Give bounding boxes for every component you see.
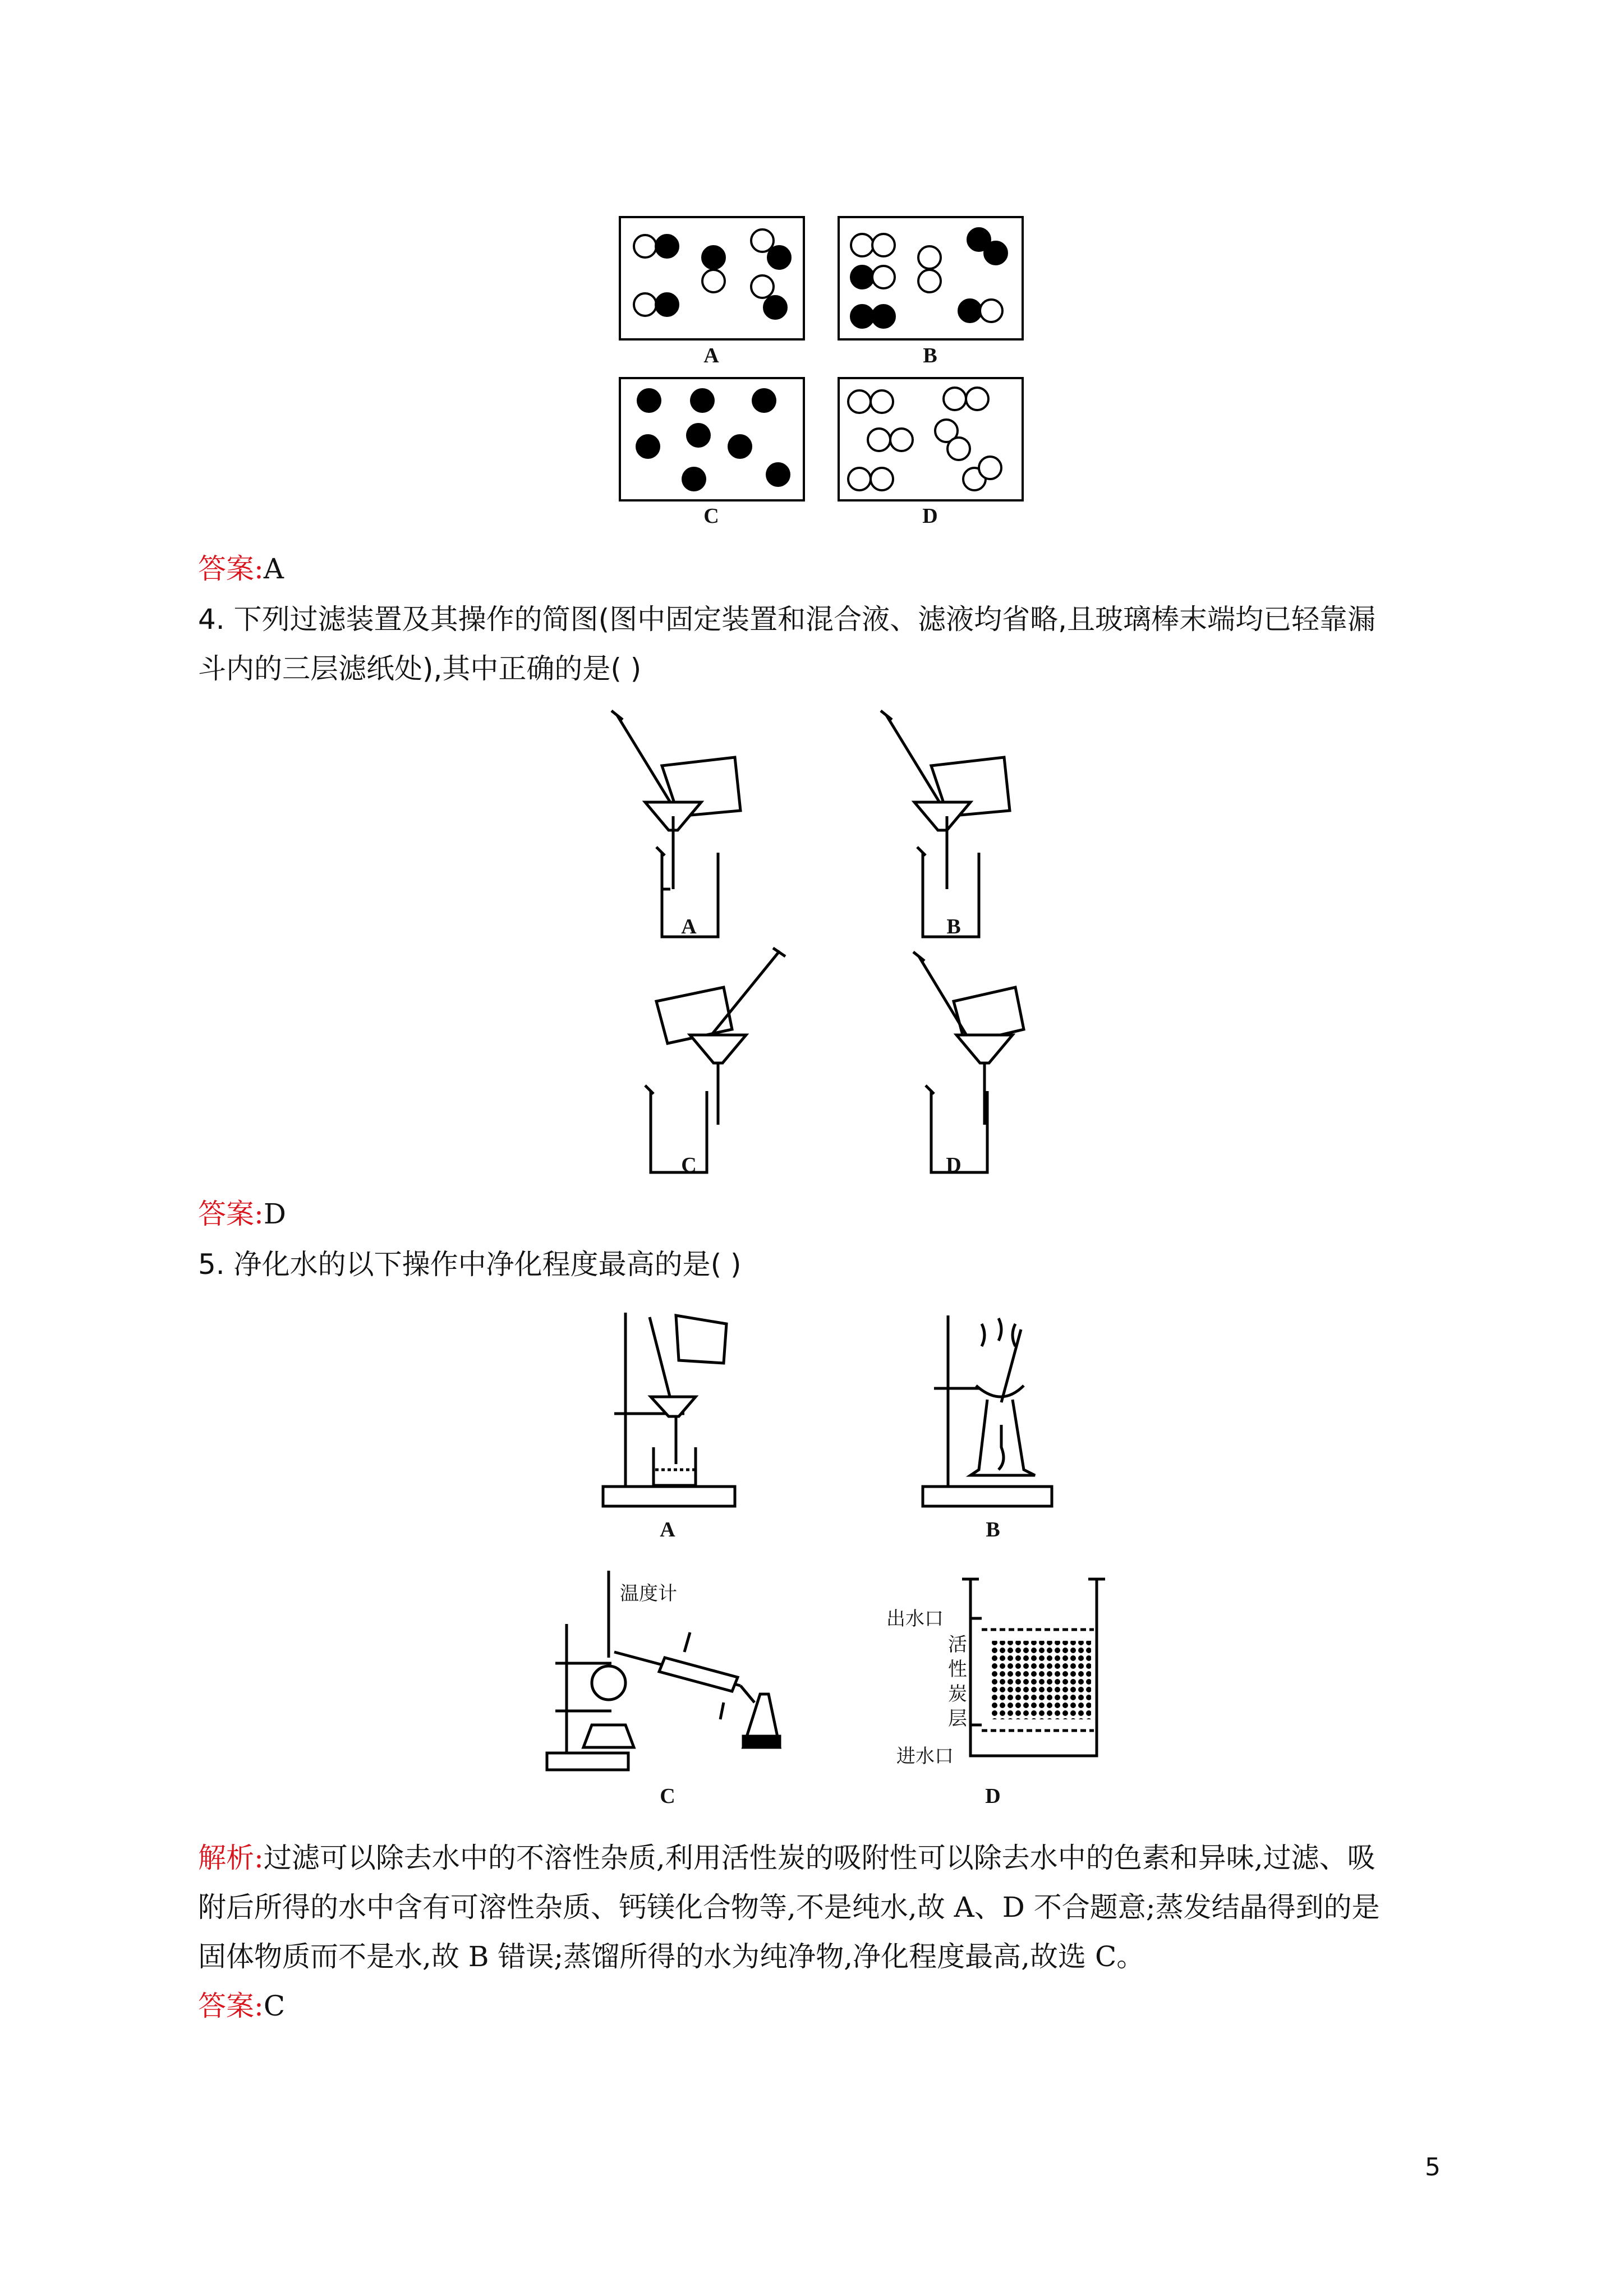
analysis-text: 过滤可以除去水中的不溶性杂质,利用活性炭的吸附性可以除去水中的色素和异味,过滤、吸 <box>263 1842 1375 1874</box>
q5-analysis-line-1 <box>198 1833 1375 1883</box>
panel-label-b: B <box>946 915 961 938</box>
answer-value: A <box>263 553 284 585</box>
particle-box-a <box>619 216 805 341</box>
panel-label-b: B <box>986 1518 1000 1542</box>
filter-diagram-a <box>606 704 752 917</box>
panel-label-a: A <box>660 1518 675 1542</box>
answer-value: C <box>263 1990 286 2022</box>
apparatus-filtration <box>600 1307 740 1515</box>
q5-answer <box>198 1981 285 2031</box>
carbon-layer-label <box>948 1632 970 1731</box>
particle-diagram-b <box>840 218 1026 343</box>
panel-label-d: D <box>922 504 938 528</box>
analysis-label: 解析: <box>198 1842 264 1874</box>
panel-label-c: C <box>703 504 719 528</box>
panel-label-a: A <box>703 344 719 367</box>
filter-diagram-d <box>909 945 1055 1153</box>
particle-diagram-d <box>840 379 1026 504</box>
carbon-layer-char: 炭 <box>948 1683 967 1705</box>
particle-box-b <box>838 216 1024 341</box>
apparatus-evaporation <box>920 1307 1066 1515</box>
answer-label: 答案: <box>198 553 264 585</box>
q4-answer <box>198 1189 286 1239</box>
outlet-label: 出水口 <box>886 1608 944 1630</box>
apparatus-carbon-filter <box>959 1568 1111 1775</box>
panel-label-a: A <box>681 915 697 938</box>
q5-analysis-line-3: 固体物质而不是水,故 B 错误;蒸馏所得的水为纯净物,净化程度最高,故选 C。 <box>198 1940 1145 1973</box>
panel-label-b: B <box>923 344 937 367</box>
q5-analysis-line-2: 附后所得的水中含有可溶性杂质、钙镁化合物等,不是纯水,故 A、D 不合题意;蒸发结晶得到的是 <box>198 1891 1380 1924</box>
panel-label-d: D <box>985 1784 1001 1808</box>
answer-label: 答案: <box>198 1990 264 2022</box>
thermometer-label: 温度计 <box>620 1582 677 1605</box>
answer-label: 答案: <box>198 1198 264 1230</box>
filter-diagram-b <box>875 704 1021 917</box>
panel-label-d: D <box>946 1153 961 1177</box>
q5-question: 5. 净化水的以下操作中净化程度最高的是( ) <box>198 1248 742 1281</box>
page-number: 5 <box>1425 2153 1441 2182</box>
panel-label-c: C <box>681 1153 697 1177</box>
particle-diagram-c <box>621 379 807 504</box>
carbon-layer-char: 层 <box>948 1708 967 1730</box>
inlet-label: 进水口 <box>896 1745 954 1768</box>
q4-question-line-1: 4. 下列过滤装置及其操作的简图(图中固定装置和混合液、滤液均省略,且玻璃棒末端均已轻靠漏 <box>198 603 1375 636</box>
carbon-layer-char: 性 <box>948 1658 967 1681</box>
q3-answer <box>198 544 284 593</box>
carbon-layer-char: 活 <box>948 1634 967 1656</box>
answer-value: D <box>263 1198 286 1230</box>
panel-label-c: C <box>660 1784 675 1808</box>
filter-diagram-c <box>634 945 802 1153</box>
q4-question-line-2: 斗内的三层滤纸处),其中正确的是( ) <box>198 652 642 685</box>
particle-diagram-a <box>621 218 807 343</box>
particle-box-c <box>619 377 805 501</box>
particle-box-d <box>838 377 1024 501</box>
